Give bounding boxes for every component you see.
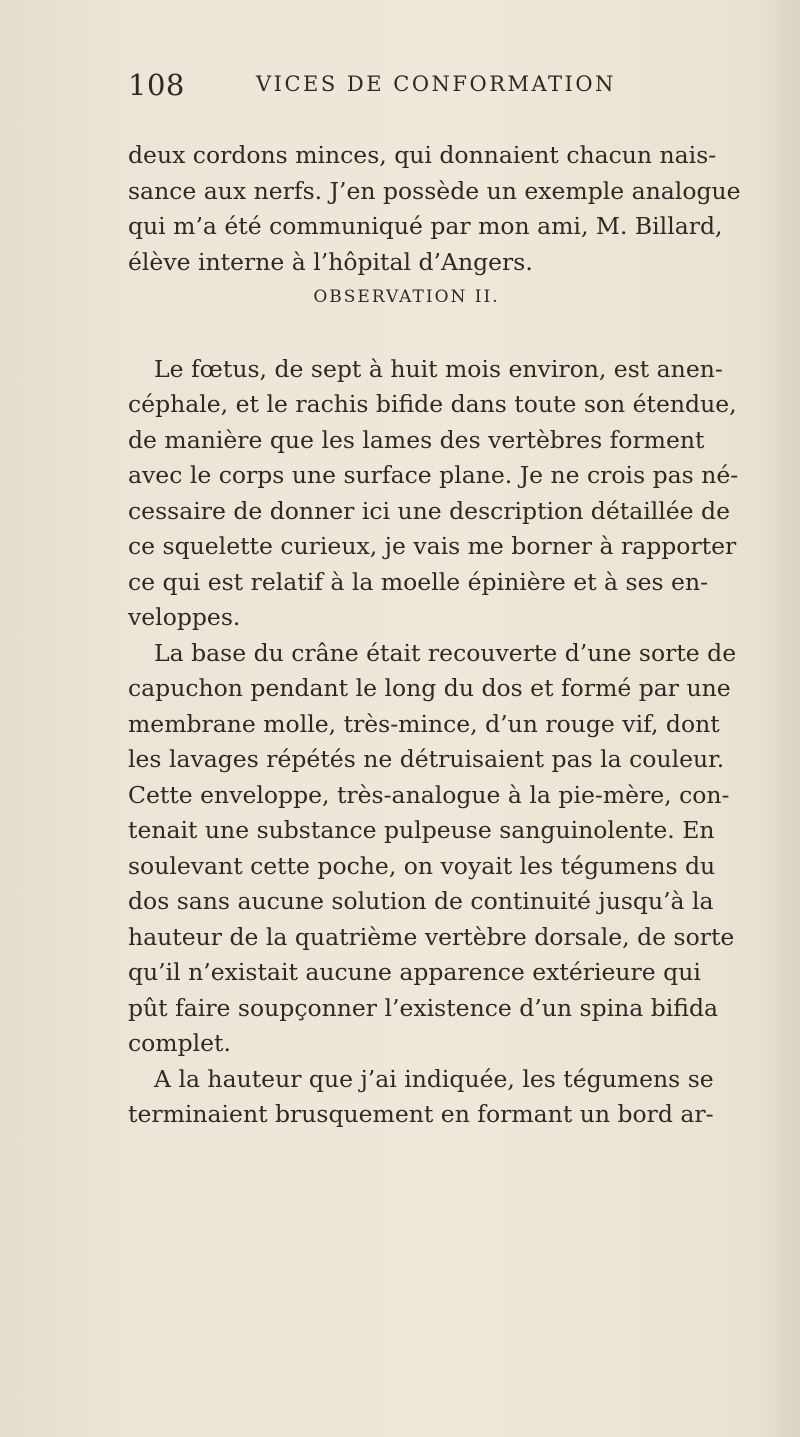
text-line: avec le corps une surface plane. Je ne crois pas né- <box>128 461 739 489</box>
text-line: Cette enveloppe, très-analogue à la pie-mère, con- <box>128 780 730 809</box>
running-head: VICES DE CONFORMATION <box>256 72 616 96</box>
text-line: hauteur de la quatrième vertèbre dorsale, de sorte <box>128 922 735 951</box>
text-line: Le fœtus, de sept à huit mois environ, est anen- <box>154 354 723 383</box>
text-line: complet. <box>128 1029 231 1057</box>
text-line: tenait une substance pulpeuse sanguinolente. En <box>128 816 715 844</box>
text-line: élève interne à l’hôpital d’Angers. <box>128 247 533 276</box>
paragraph-4 <box>128 1062 714 1133</box>
text-line: dos sans aucune solution de continuité jusqu’à la <box>128 887 714 915</box>
paragraph-1 <box>128 138 741 280</box>
text-line: ce squelette curieux, je vais me borner à rapporter <box>128 532 737 560</box>
spacer <box>128 316 685 352</box>
text-line: qu’il n’existait aucune apparence extérieure qui <box>128 958 701 986</box>
page-header <box>128 68 688 108</box>
text-line: les lavages répétés ne détruisaient pas la couleur. <box>128 745 725 773</box>
paragraph-3 <box>128 636 737 1062</box>
text-line: céphale, et le rachis bifide dans toute son étendue, <box>128 390 737 418</box>
text-line: de manière que les lames des vertèbres forment <box>128 425 705 454</box>
text-line: pût faire soupçonner l’existence d’un spina bifida <box>128 993 719 1022</box>
text-line: La base du crâne était recouverte d’une sorte de <box>154 638 737 667</box>
text-line: soulevant cette poche, on voyait les tégumens du <box>128 851 716 880</box>
text-line: membrane molle, très-mince, d’un rouge vif, dont <box>128 709 720 738</box>
text-line: A la hauteur que j’ai indiquée, les tégumens se <box>154 1064 714 1093</box>
page-number: 108 <box>128 68 185 102</box>
text-line: qui m’a été communiqué par mon ami, M. Billard, <box>128 212 723 240</box>
paragraph-2 <box>128 352 739 636</box>
section-heading: OBSERVATION II. <box>313 287 500 307</box>
page-edge-shadow <box>760 0 800 1437</box>
text-line: deux cordons minces, qui donnaient chacun nais- <box>128 141 717 169</box>
text-line: capuchon pendant le long du dos et formé par une <box>128 674 731 702</box>
text-line: terminaient brusquement en formant un bord ar- <box>128 1100 714 1128</box>
body-text <box>128 138 741 1133</box>
text-line: sance aux nerfs. J’en possède un exemple analogue <box>128 176 741 205</box>
text-line: ce qui est relatif à la moelle épinière et à ses en- <box>128 567 709 596</box>
text-line: veloppes. <box>128 603 241 631</box>
text-line: cessaire de donner ici une description détaillée de <box>128 496 730 525</box>
